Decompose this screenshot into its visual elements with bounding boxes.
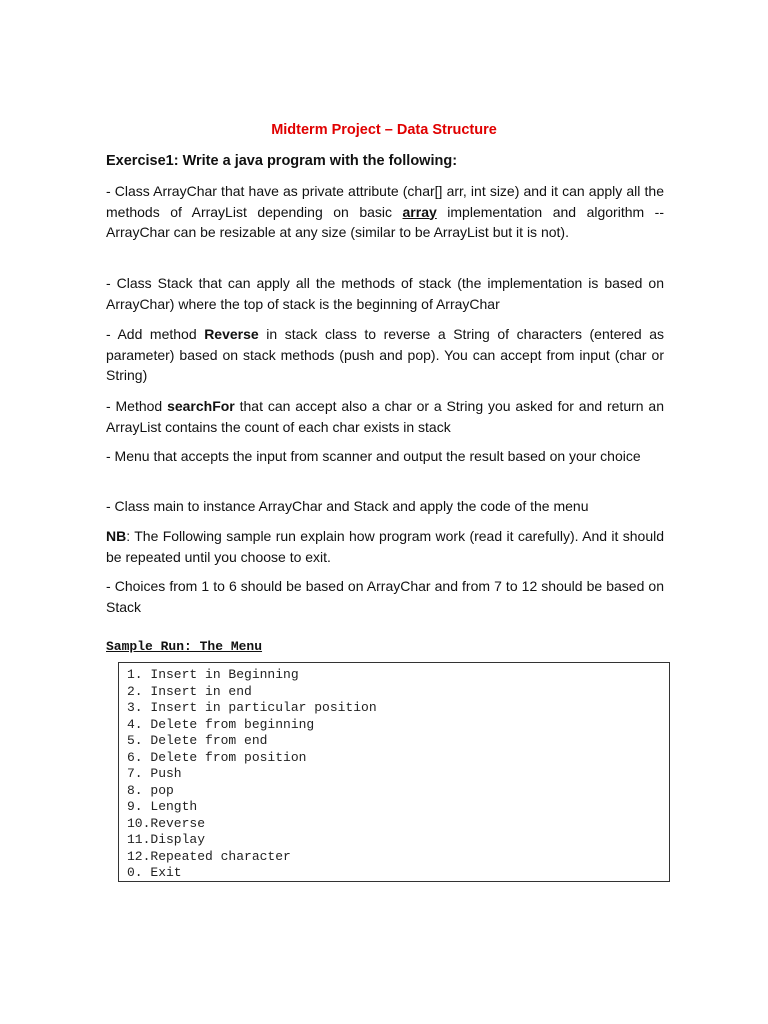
menu-item: 1. Insert in Beginning	[127, 667, 299, 682]
sample-menu-box	[118, 662, 670, 882]
paragraph-text: implementation and algorithm -- ArrayChar can be resizable at any size (similar to be ArrayList but it is not).	[106, 203, 664, 240]
menu-item: 11.Display	[127, 832, 206, 847]
note-label: NB	[106, 528, 127, 544]
menu-item: 2. Insert in end	[127, 683, 252, 699]
paragraph-main-class: - Class main to instance ArrayChar and Stack and apply the code of the menu	[106, 498, 589, 514]
paragraph-menu: - Menu that accepts the input from scanner and output the result based on your choice	[106, 448, 641, 464]
paragraph-text: - Add method	[106, 326, 205, 342]
paragraph-choices: - Choices from 1 to 6 should be based on ArrayChar and from 7 to 12 should be based on Stack	[106, 578, 664, 615]
paragraph-reverse	[106, 324, 664, 386]
menu-item: 12.Repeated character	[127, 848, 291, 864]
document-title: Midterm Project – Data Structure	[271, 122, 497, 138]
menu-list	[127, 667, 661, 882]
keyword-reverse: Reverse	[204, 326, 259, 342]
sample-run-heading: Sample Run: The Menu	[106, 639, 263, 654]
paragraph-stack: - Class Stack that can apply all the methods of stack (the implementation is based on ArrayChar) where the top of stack is the beginning of ArrayChar	[106, 275, 664, 312]
menu-item: 5. Delete from end	[127, 733, 268, 748]
paragraph-text: : The Following sample run explain how program work (read it carefully). And it should be repeated until you choose to exit.	[106, 528, 664, 565]
menu-item: 6. Delete from position	[127, 749, 307, 765]
menu-item: 4. Delete from beginning	[127, 716, 315, 732]
exercise-heading: Exercise1: Write a java program with the following:	[106, 153, 458, 169]
menu-item: 8. pop	[127, 782, 174, 798]
keyword-search-for: searchFor	[167, 398, 235, 414]
paragraph-text: - Method	[106, 398, 168, 414]
paragraph-search-for	[106, 396, 664, 437]
menu-item: 10.Reverse	[127, 815, 206, 831]
paragraph-text: - Class ArrayChar that have as private attribute (char[] arr, int size) and it can apply all the methods of ArrayList depending on basic	[106, 183, 664, 220]
paragraph-text: that can accept also a char or a String you asked for and return an ArrayList contains the count of each char exists in stack	[106, 398, 664, 435]
keyword-array: array	[402, 203, 437, 220]
paragraph-text: in stack class to reverse a String of characters (entered as parameter) based on stack methods (push and pop). You can accept from input (char or String)	[106, 326, 665, 383]
menu-item: 9. Length	[127, 799, 198, 814]
menu-item: 0. Exit	[127, 865, 182, 880]
menu-item: 7. Push	[127, 766, 182, 781]
paragraph-note	[106, 526, 664, 567]
menu-item: 3. Insert in particular position	[127, 700, 377, 715]
paragraph-array-char	[106, 181, 664, 243]
